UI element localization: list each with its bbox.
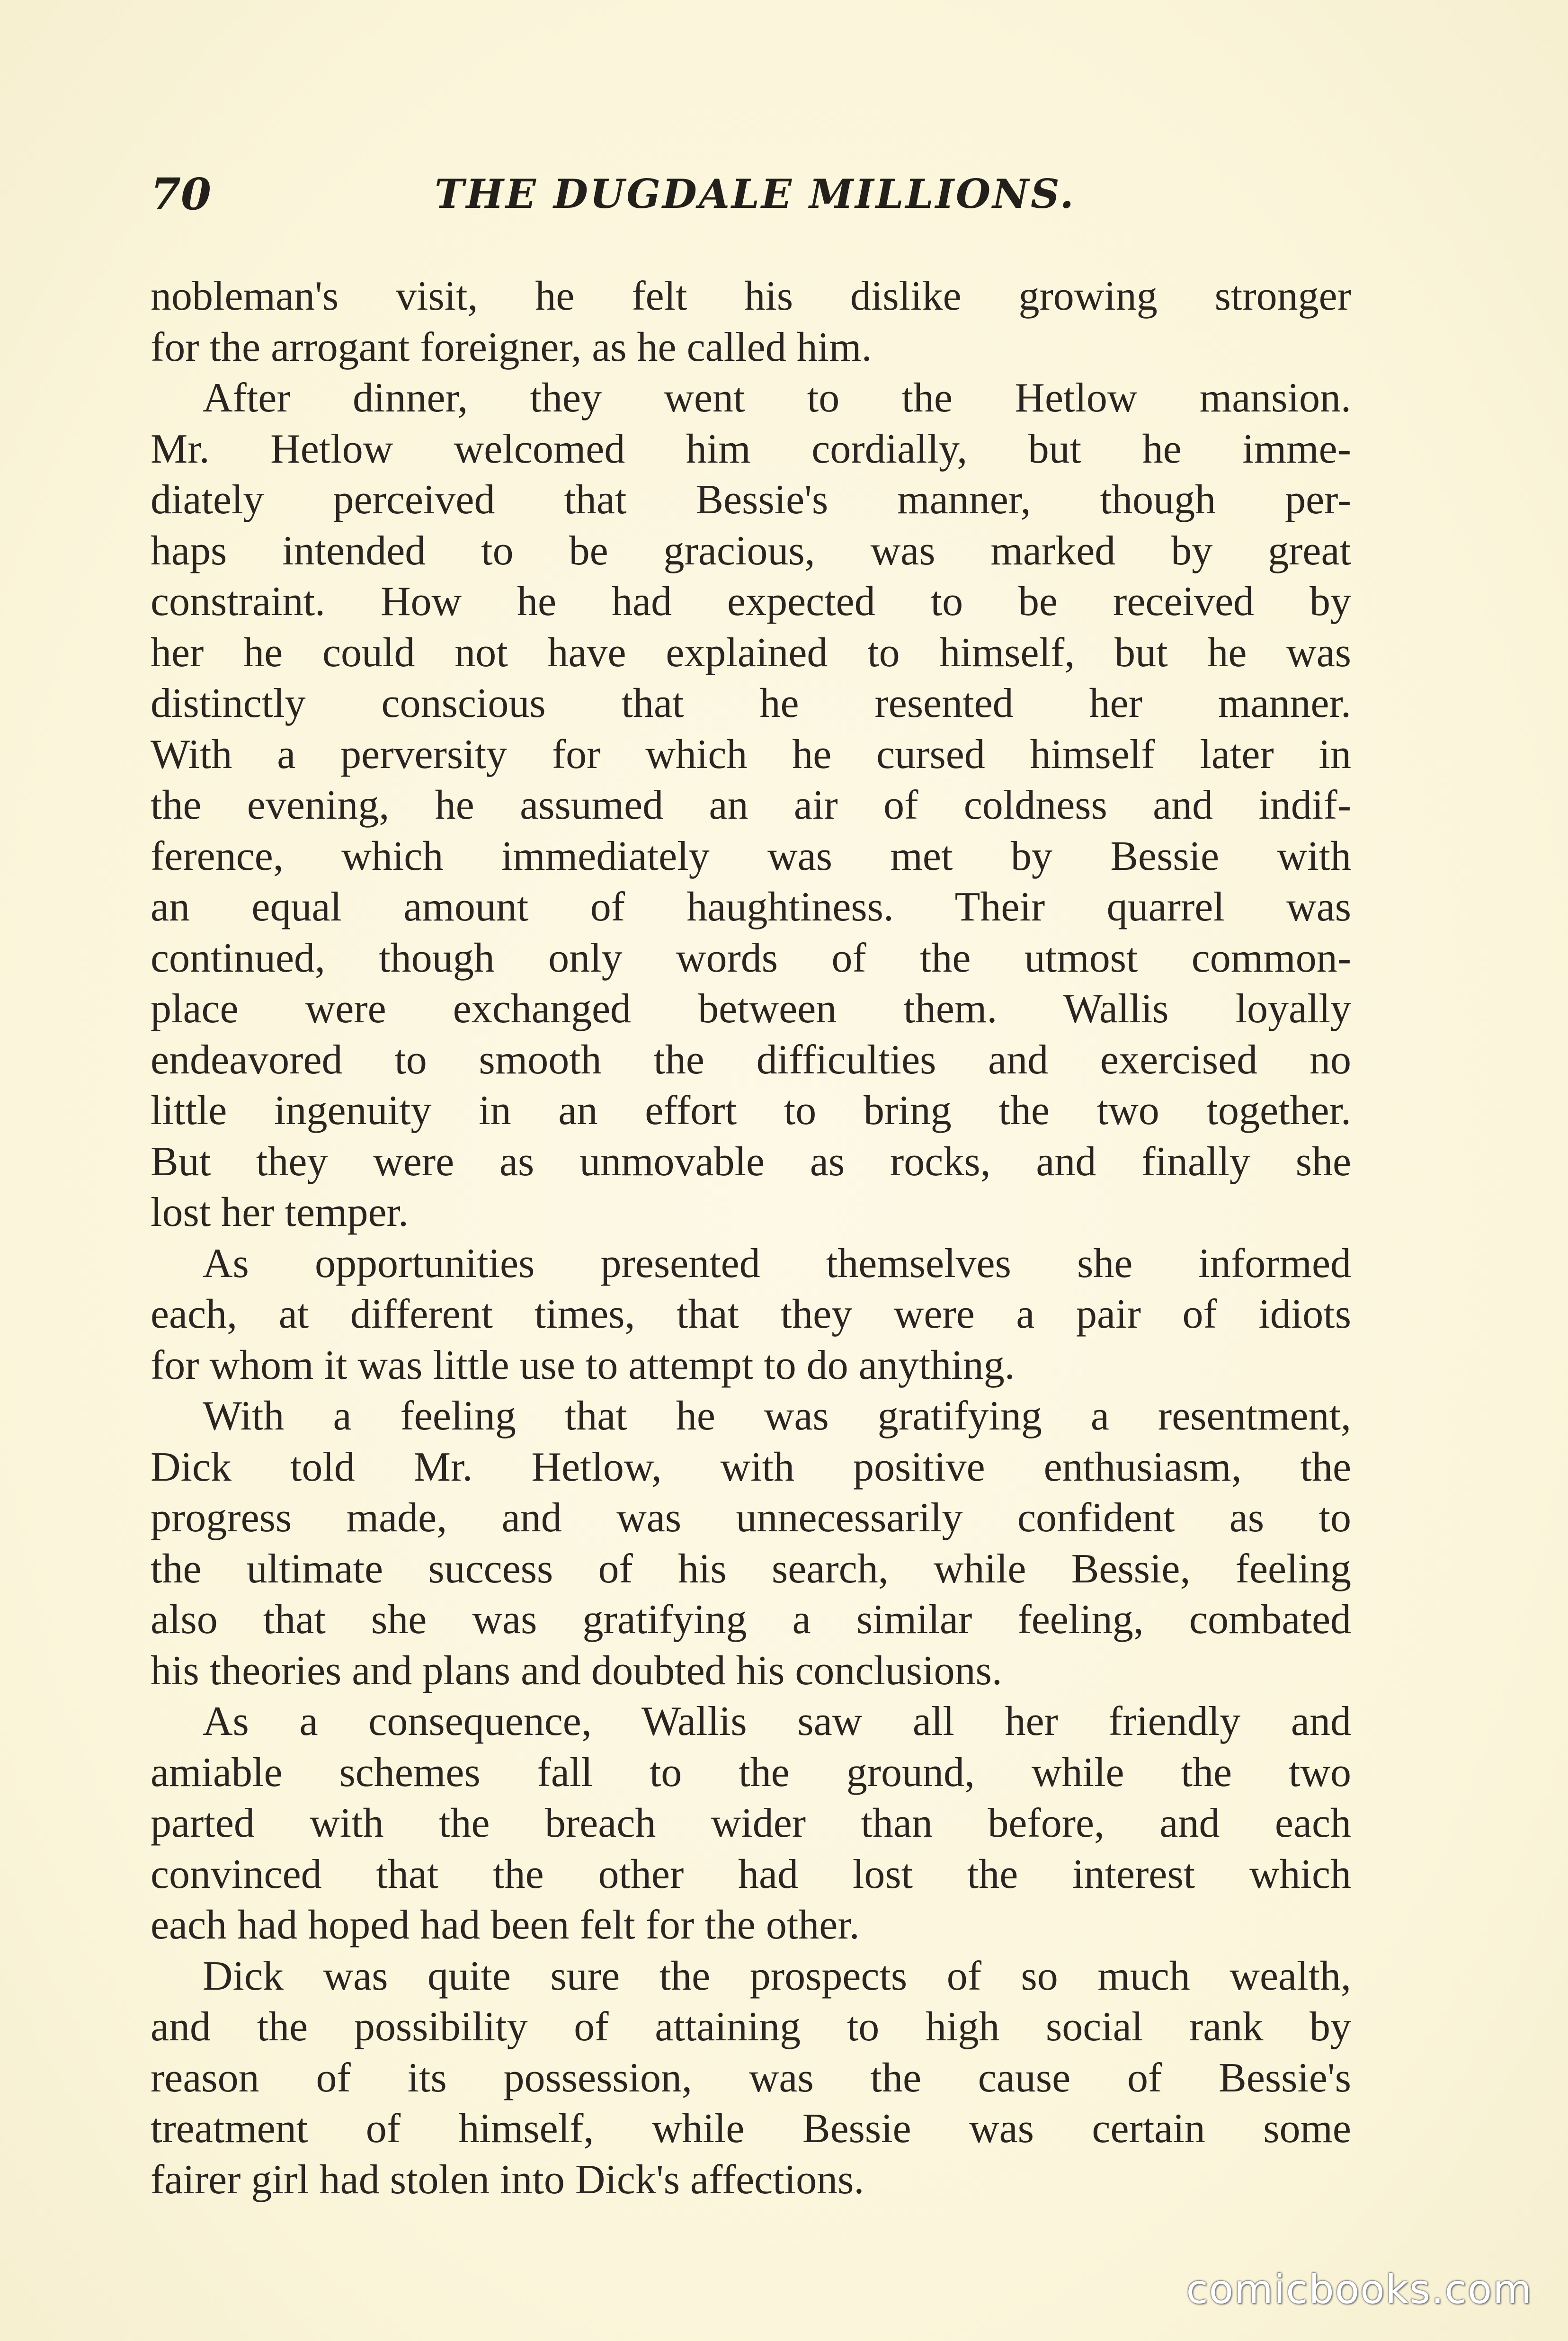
- text-line: also that she was gratifying a similar feeling, combated: [151, 1597, 1351, 1643]
- running-head-title: THE DUGDALE MILLIONS.: [435, 170, 1076, 217]
- page-header: [151, 168, 1396, 220]
- text-line: Dick was quite sure the prospects of so much wealth,: [203, 1953, 1351, 1999]
- text-line: her he could not have explained to himself, but he was: [151, 629, 1351, 676]
- text-line: and the possibility of attaining to high social rank by: [151, 2004, 1351, 2050]
- text-line: ference, which immediately was met by Bessie with: [151, 833, 1351, 879]
- text-line: diately perceived that Bessie's manner, though per-: [151, 477, 1351, 523]
- body-text: [151, 271, 1351, 2205]
- text-line: place were exchanged between them. Wallis loyally: [151, 986, 1351, 1032]
- text-line: With a feeling that he was gratifying a resentment,: [203, 1393, 1351, 1439]
- text-line: amiable schemes fall to the ground, while the two: [151, 1749, 1351, 1796]
- text-line: As a consequence, Wallis saw all her friendly and: [203, 1698, 1351, 1744]
- text-line: parted with the breach wider than before, and each: [151, 1800, 1351, 1846]
- text-line: lost her temper.: [151, 1189, 409, 1235]
- text-line: reason of its possession, was the cause of Bessie's: [151, 2055, 1351, 2101]
- watermark: comicbooks.com: [1186, 2266, 1532, 2313]
- text-line: for the arrogant foreigner, as he called him.: [151, 324, 872, 370]
- text-line: each, at different times, that they were a pair of idiots: [151, 1291, 1351, 1337]
- text-line: his theories and plans and doubted his conclusions.: [151, 1647, 1002, 1694]
- text-line: the ultimate success of his search, while Bessie, feeling: [151, 1546, 1351, 1592]
- text-line: convinced that the other had lost the interest which: [151, 1851, 1351, 1897]
- text-line: With a perversity for which he cursed himself later in: [151, 731, 1351, 777]
- text-line: After dinner, they went to the Hetlow mansion.: [203, 375, 1351, 421]
- text-line: each had hoped had been felt for the other.: [151, 1902, 860, 1948]
- text-line: fairer girl had stolen into Dick's affections.: [151, 2156, 864, 2203]
- text-line: distinctly conscious that he resented her manner.: [151, 680, 1351, 726]
- text-line: progress made, and was unnecessarily confident as to: [151, 1495, 1351, 1541]
- text-line: the evening, he assumed an air of coldness and indif-: [151, 782, 1351, 828]
- text-line: nobleman's visit, he felt his dislike growing stronger: [151, 273, 1351, 319]
- text-line: constraint. How he had expected to be received by: [151, 579, 1351, 625]
- text-line: continued, though only words of the utmost common-: [151, 935, 1351, 981]
- text-line: Mr. Hetlow welcomed him cordially, but he imme-: [151, 426, 1351, 472]
- text-line: As opportunities presented themselves she informed: [203, 1240, 1351, 1287]
- text-line: treatment of himself, while Bessie was certain some: [151, 2106, 1351, 2152]
- text-line: Dick told Mr. Hetlow, with positive enthusiasm, the: [151, 1444, 1351, 1490]
- text-line: endeavored to smooth the difficulties and exercised no: [151, 1036, 1351, 1083]
- text-line: for whom it was little use to attempt to do anything.: [151, 1342, 1015, 1388]
- page-number: 70: [151, 169, 212, 220]
- text-line: little ingenuity in an effort to bring the two together.: [151, 1088, 1351, 1134]
- text-line: But they were as unmovable as rocks, and finally she: [151, 1138, 1351, 1185]
- text-line: an equal amount of haughtiness. Their quarrel was: [151, 884, 1351, 930]
- text-line: haps intended to be gracious, was marked by great: [151, 527, 1351, 574]
